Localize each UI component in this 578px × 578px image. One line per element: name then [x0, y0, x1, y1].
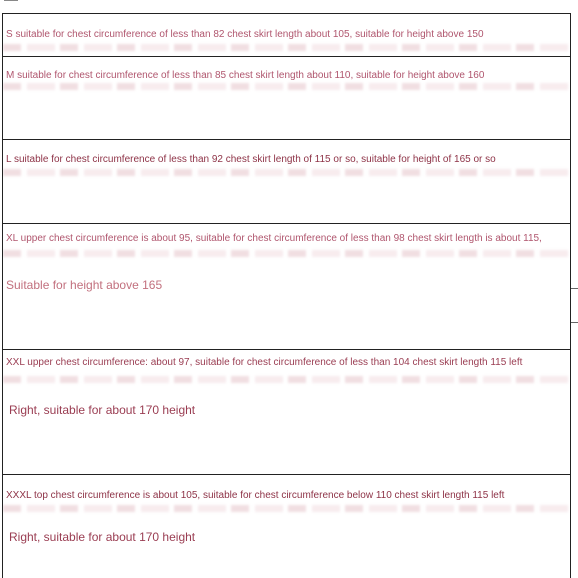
size-s-description: S suitable for chest circumference of less than 82 chest skirt length about 105, suitable for height above 150 — [6, 29, 484, 40]
edge-tick-mark — [571, 288, 578, 289]
size-xl-height-note: Suitable for height above 165 — [6, 278, 163, 292]
bleed-through-text — [3, 83, 570, 90]
bleed-through-text — [3, 250, 570, 257]
size-xxl-description: XXL upper chest circumference: about 97, suitable for chest circumference of less than 104 chest skirt length 115 left — [6, 357, 523, 368]
size-table — [2, 13, 571, 578]
size-m-description: M suitable for chest circumference of less than 85 chest skirt length about 110, suitable for height above 160 — [6, 70, 485, 81]
size-l-description: L suitable for chest circumference of less than 92 chest skirt length of 115 or so, suitable for height of 165 or so — [6, 154, 496, 165]
corner-mark — [4, 0, 18, 5]
size-row-xxl — [3, 350, 570, 475]
size-row-xl — [3, 224, 570, 350]
edge-tick-mark — [571, 322, 578, 323]
size-xxxl-description: XXXL top chest circumference is about 105, suitable for chest circumference below 110 chest skirt length 115 left — [6, 490, 505, 501]
bleed-through-text — [3, 505, 570, 512]
size-xl-description: XL upper chest circumference is about 95, suitable for chest circumference of less than 98 chest skirt length is about 115, — [6, 233, 542, 244]
size-row-xxxl — [3, 475, 570, 578]
size-row-l — [3, 140, 570, 224]
size-row-s — [3, 14, 570, 57]
bleed-through-text — [3, 44, 570, 51]
size-xxxl-height-note: Right, suitable for about 170 height — [9, 530, 196, 544]
bleed-through-text — [3, 169, 570, 176]
size-xxl-height-note: Right, suitable for about 170 height — [9, 403, 196, 417]
size-row-m — [3, 57, 570, 140]
bleed-through-text — [3, 376, 570, 383]
